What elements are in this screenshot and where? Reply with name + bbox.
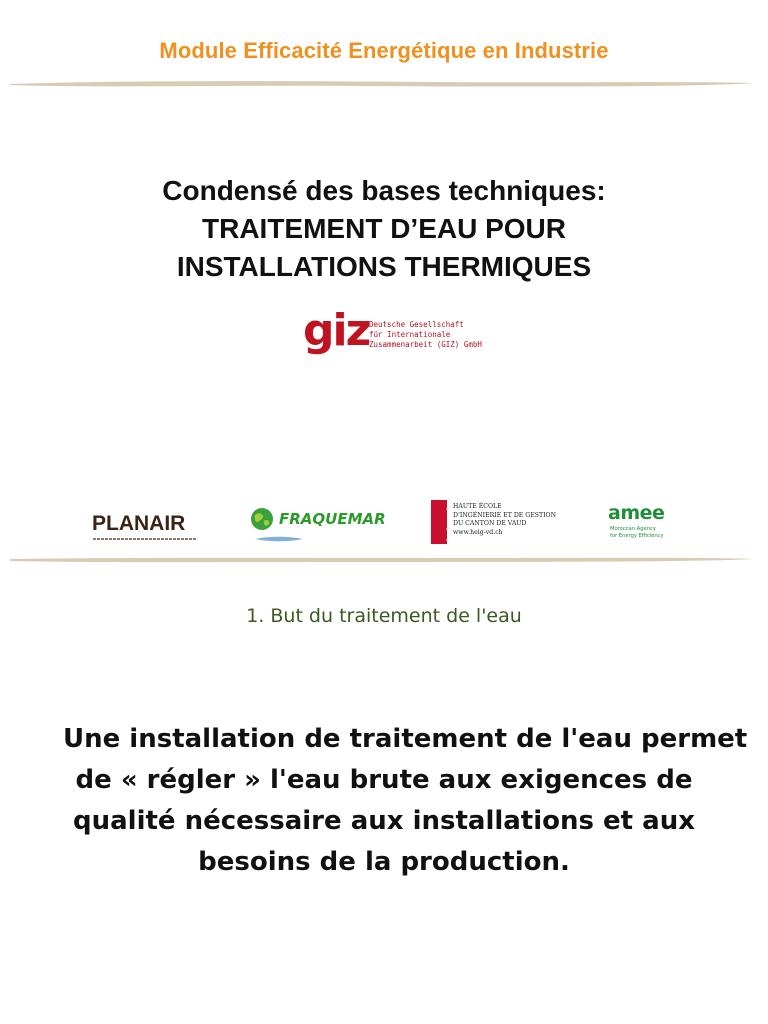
fraquemar-wordmark: FRAQUEMAR <box>279 510 386 528</box>
section-heading: 1. But du traitement de l'eau <box>246 605 522 627</box>
giz-text-line: Zusammenarbeit (GIZ) GmbH <box>369 340 482 349</box>
heig-vd-line: www.heig-vd.ch <box>453 528 503 536</box>
document-title <box>0 172 768 286</box>
bottom-divider <box>8 555 756 565</box>
module-title: Module Efficacité Energétique en Industrie <box>159 38 609 63</box>
planair-wordmark: PLANAIR <box>92 512 186 535</box>
giz-text <box>369 320 482 350</box>
heig-vd-logo <box>431 500 561 544</box>
heig-vd-line: D’INGÉNIERIE ET DE GESTION <box>453 511 557 519</box>
title-line-3: INSTALLATIONS THERMIQUES <box>176 251 592 282</box>
planair-logo <box>92 512 202 542</box>
giz-text-line: Deutsche Gesellschaft <box>369 320 464 329</box>
body-line-1: Une installation de traitement de l'eau permet <box>63 724 748 754</box>
amee-logo <box>608 502 688 542</box>
body-line-4: besoins de la production. <box>198 847 570 877</box>
amee-sub-line: for Energy Efficiency <box>610 532 664 539</box>
title-line-1: Condensé des bases techniques: <box>162 175 606 206</box>
heig-vd-text <box>453 503 556 537</box>
heig-vd-line: HAUTE ÉCOLE <box>453 503 502 510</box>
heig-vd-bar <box>431 500 455 544</box>
body-paragraph <box>30 719 748 883</box>
amee-subtitle <box>610 526 664 539</box>
swoosh-mark <box>254 536 304 542</box>
giz-logo <box>303 305 482 362</box>
partner-logos <box>0 498 768 548</box>
giz-wordmark: giz <box>303 305 370 356</box>
globe-icon <box>250 507 274 531</box>
heig-vd-bar-label: heig-vd <box>445 507 455 542</box>
body-line-3: qualité nécessaire aux installations et aux <box>72 806 695 836</box>
title-line-2: TRAITEMENT D’EAU POUR <box>202 213 566 244</box>
amee-sub-line: Moroccan Agency <box>610 526 656 532</box>
giz-text-line: für Internationale <box>369 330 451 339</box>
fraquemar-logo <box>250 506 390 542</box>
planair-tagline <box>93 538 197 540</box>
amee-wordmark: amee <box>608 502 665 524</box>
body-line-2: de « régler » l'eau brute aux exigences de <box>75 765 693 795</box>
top-divider <box>8 79 756 89</box>
heig-vd-line: DU CANTON DE VAUD <box>453 520 527 528</box>
